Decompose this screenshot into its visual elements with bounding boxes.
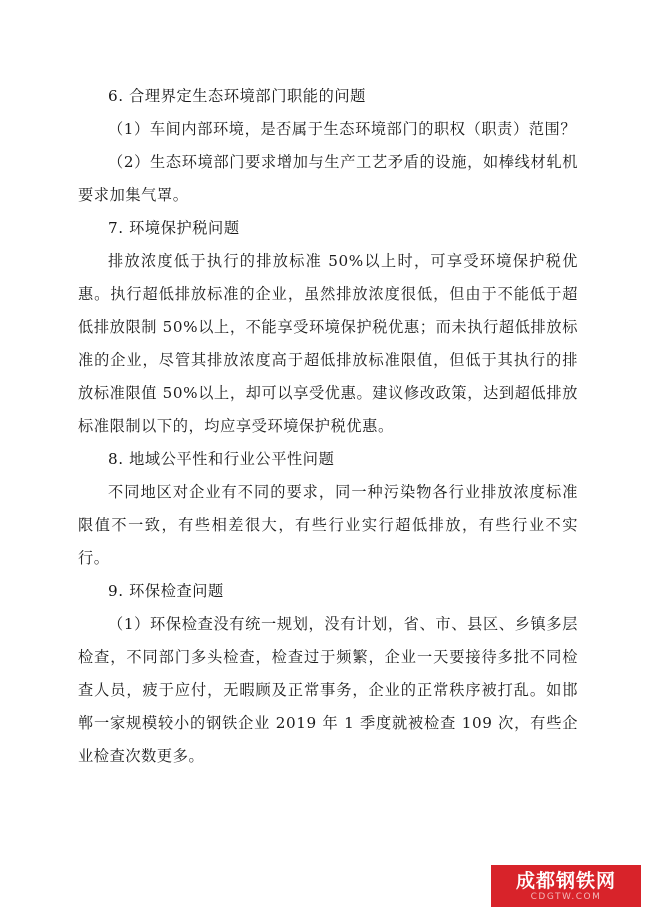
watermark-badge	[491, 865, 641, 907]
watermark-site-name: 成都钢铁网	[515, 869, 616, 892]
section-heading-8: 8. 地域公平性和行业公平性问题	[108, 450, 335, 468]
paragraph-7-1: 排放浓度低于执行的排放标准 50%以上时，可享受环境保护税优惠。执行超低排放标准的企业，虽然排放浓度很低，但由于不能低于超低排放限制 50%以上，不能享受环境保护税优惠；而未执行超低排放标准的企业，尽管其排放浓度高于超低排放标准限值，但低于其执行的排放标准限值 50%以上，却可以享受优惠。建议修改政策，达到超低排放标准限制以下的，均应享受环境保护税优惠。	[78, 252, 578, 435]
paragraph-6-2: （2）生态环境部门要求增加与生产工艺矛盾的设施，如棒线材轧机要求加集气罩。	[78, 153, 578, 204]
section-heading-7: 7. 环境保护税问题	[108, 219, 240, 237]
document-body	[78, 80, 578, 773]
paragraph-8-1: 不同地区对企业有不同的要求，同一种污染物各行业排放浓度标准限值不一致，有些相差很大，有些行业实行超低排放，有些行业不实行。	[78, 483, 578, 567]
paragraph-9-1: （1）环保检查没有统一规划，没有计划，省、市、县区、乡镇多层检查，不同部门多头检查，检查过于频繁，企业一天要接待多批不同检查人员，疲于应付，无暇顾及正常事务，企业的正常秩序被打乱。如邯郸一家规模较小的钢铁企业 2019 年 1 季度就被检查 109 次，有些企业检查次数更多。	[78, 615, 578, 765]
paragraph-6-1: （1）车间内部环境，是否属于生态环境部门的职权（职责）范围？	[108, 120, 577, 138]
watermark-site-domain: CDGTW.COM	[530, 891, 602, 902]
section-heading-6: 6. 合理界定生态环境部门职能的问题	[108, 87, 366, 105]
section-heading-9: 9. 环保检查问题	[108, 582, 224, 600]
